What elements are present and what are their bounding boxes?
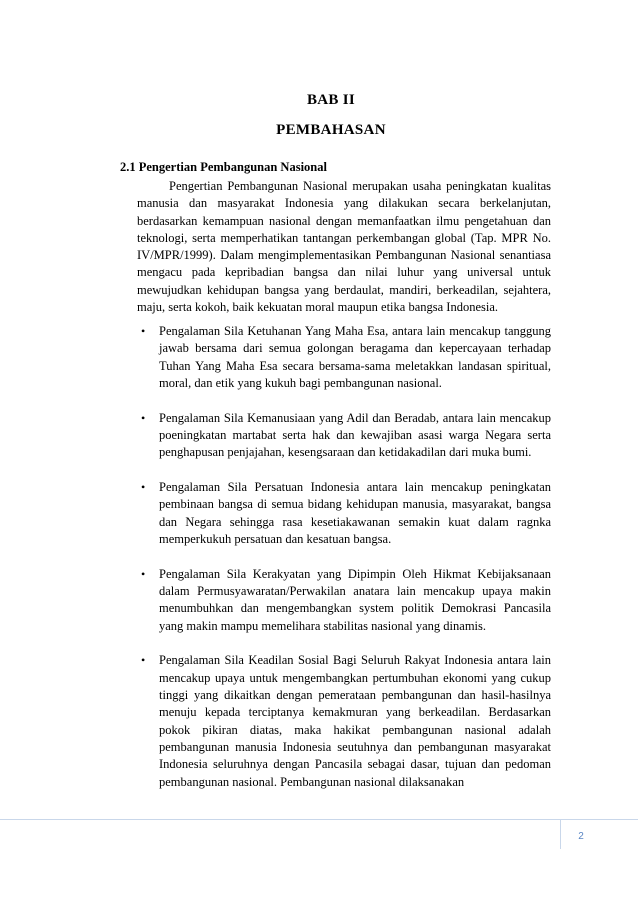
list-item-text: Pengalaman Sila Kemanusiaan yang Adil dan Beradab, antara lain mencakup poeningkatan martabat serta hak dan kewajiban asasi warga Negara serta penghapusan penjajahan, kesengsaraan dan ketidakadilan dari muka bumi. (159, 410, 551, 460)
chapter-number: BAB II (306, 92, 356, 108)
list-item (137, 566, 551, 635)
bullet-icon: • (141, 324, 146, 338)
bullet-icon: • (141, 566, 146, 581)
chapter-title: PEMBAHASAN (276, 122, 386, 138)
section-heading: 2.1 Pengertian Pembangunan Nasional (120, 160, 327, 174)
bullet-icon: • (141, 410, 146, 425)
intro-paragraph-text: Pengertian Pembangunan Nasional merupakan usaha peningkatan kualitas manusia dan masyarakat Indonesia yang dilakukan secara berkelanjutan, berdasarkan kemampuan nasional dengan memanfaatkan ilmu pengetahuan dan teknologi, serta memperhatikan tantangan perkembangan global (Tap. MPR No. IV/MPR/1999). Dalam mengimplementasikan Pembangunan Nasional senantiasa mengacu pada kepribadian bangsa dan nilai luhur yang universal untuk mewujudkan kehidupan bangsa yang berdaulat, mandiri, berkeadilan, sejahtera, maju, serta kokoh, baik kekuatan moral maupun etika bangsa Indonesia. (137, 179, 551, 315)
list-item (137, 410, 551, 462)
list-item-text: Pengalaman Sila Ketuhanan Yang Maha Esa, antara lain mencakup tanggung jawab bersama dari semua golongan beragama dan kepercayaan terhadap Tuhan Yang Maha Esa secara bersama-sama meletakkan landasan spiritual, moral, dan etik yang kukuh bagi pembangunan nasional. (159, 324, 551, 390)
bullet-icon: • (141, 653, 146, 668)
list-item-text: Pengalaman Sila Keadilan Sosial Bagi Seluruh Rakyat Indonesia antara lain mencakup upaya untuk mengembangkan pertumbuhan ekonomi yang cukup tinggi yang dikaitkan dengan pemerataan pembangunan dan hasil-hasilnya menuju kepada terciptanya kemakmuran yang berkeadilan. Berdasarkan pokok pikiran diatas, maka hakikat pembangunan nasional adalah pembangunan manusia Indonesia seutuhnya dan pembangunan masyarakat Indonesia seluruhnya dengan Pancasila sebagai dasar, tujuan dan pedoman pembangunan nasional. Pembangunan nasional dilaksanakan (159, 653, 551, 789)
page-number: 2 (578, 831, 584, 842)
intro-paragraph (137, 178, 551, 316)
footer-divider (0, 819, 638, 820)
list-item-text: Pengalaman Sila Persatuan Indonesia antara lain mencakup peningkatan pembinaan bangsa di semua bidang kehidupan manusia, masyarakat, bangsa dan Negara sehingga rasa kesetiakawanan semakin kuat dalam ragnka memperkukuh persatuan dan kesatuan bangsa. (159, 480, 551, 546)
list-item-text: Pengalaman Sila Kerakyatan yang Dipimpin Oleh Hikmat Kebijaksanaan dalam Permusyawaratan/Perwakilan anatara lain mencakup upaya makin menumbuhkan dan mengembangkan system politik Demokrasi Pancasila yang makin mampu memelihara stabilitas nasional yang dinamis. (159, 566, 551, 633)
list-item (137, 323, 551, 392)
list-item (137, 479, 551, 548)
list-item (137, 652, 551, 790)
bullet-list (137, 323, 551, 791)
bullet-icon: • (141, 480, 146, 495)
